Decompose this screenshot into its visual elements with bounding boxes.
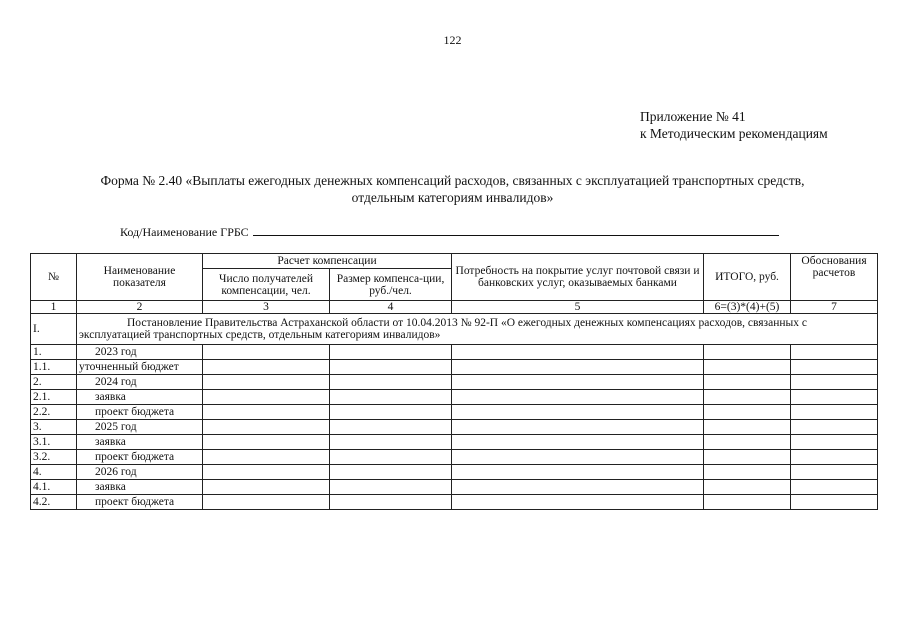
total-cell[interactable] xyxy=(704,420,791,435)
page-number: 122 xyxy=(443,33,462,47)
basis-cell[interactable] xyxy=(791,360,878,375)
need-cell[interactable] xyxy=(452,375,704,390)
need-cell[interactable] xyxy=(452,465,704,480)
row-number: 1. xyxy=(31,345,77,360)
recipients-cell[interactable] xyxy=(203,360,330,375)
appendix-note xyxy=(640,108,828,142)
amount-cell[interactable] xyxy=(330,375,452,390)
header-calc-group: Расчет компенсации xyxy=(203,254,452,269)
row-indicator-name: уточненный бюджет xyxy=(77,360,203,375)
col-number: 6=(3)*(4)+(5) xyxy=(704,301,791,314)
row-indicator-name: 2026 год xyxy=(77,465,203,480)
row-indicator-name: 2023 год xyxy=(77,345,203,360)
basis-cell[interactable] xyxy=(791,450,878,465)
col-number: 2 xyxy=(77,301,203,314)
amount-cell[interactable] xyxy=(330,465,452,480)
row-number: 3. xyxy=(31,420,77,435)
table-row xyxy=(31,435,878,450)
table-row xyxy=(31,345,878,360)
table-row xyxy=(31,405,878,420)
row-number: 1.1. xyxy=(31,360,77,375)
col-number: 7 xyxy=(791,301,878,314)
total-cell[interactable] xyxy=(704,435,791,450)
basis-cell[interactable] xyxy=(791,480,878,495)
recipients-cell[interactable] xyxy=(203,375,330,390)
header-recipients: Число получателей компенсации, чел. xyxy=(203,269,330,301)
row-number: 3.2. xyxy=(31,450,77,465)
row-indicator-name: заявка xyxy=(77,480,203,495)
need-cell[interactable] xyxy=(452,420,704,435)
row-number: 4.2. xyxy=(31,495,77,510)
need-cell[interactable] xyxy=(452,345,704,360)
basis-cell[interactable] xyxy=(791,375,878,390)
header-basis: Обоснования расчетов xyxy=(791,254,878,301)
form-title-line-2: отдельным категориям инвалидов» xyxy=(351,190,554,205)
basis-cell[interactable] xyxy=(791,420,878,435)
table-row xyxy=(31,480,878,495)
amount-cell[interactable] xyxy=(330,480,452,495)
row-indicator-name: 2025 год xyxy=(77,420,203,435)
column-number-row xyxy=(31,301,878,314)
row-number: 2. xyxy=(31,375,77,390)
row-indicator-name: заявка xyxy=(77,435,203,450)
header-total: ИТОГО, руб. xyxy=(704,254,791,301)
table-row xyxy=(31,465,878,480)
total-cell[interactable] xyxy=(704,375,791,390)
need-cell[interactable] xyxy=(452,360,704,375)
form-title-line-1: Форма № 2.40 «Выплаты ежегодных денежных компенсаций расходов, связанных с эксплуатацией транспортных средств, xyxy=(100,173,805,188)
header-amount: Размер компенса-ции, руб./чел. xyxy=(330,269,452,301)
row-indicator-name: проект бюджета xyxy=(77,495,203,510)
section-num: I. xyxy=(31,314,77,345)
recipients-cell[interactable] xyxy=(203,390,330,405)
row-number: 4.1. xyxy=(31,480,77,495)
header-need: Потребность на покрытие услуг почтовой связи и банковских услуг, оказываемых банками xyxy=(452,254,704,301)
need-cell[interactable] xyxy=(452,480,704,495)
amount-cell[interactable] xyxy=(330,360,452,375)
basis-cell[interactable] xyxy=(791,405,878,420)
form-table xyxy=(30,253,878,510)
total-cell[interactable] xyxy=(704,405,791,420)
row-number: 3.1. xyxy=(31,435,77,450)
row-indicator-name: проект бюджета xyxy=(77,405,203,420)
total-cell[interactable] xyxy=(704,495,791,510)
row-indicator-name: заявка xyxy=(77,390,203,405)
need-cell[interactable] xyxy=(452,435,704,450)
need-cell[interactable] xyxy=(452,450,704,465)
section-row xyxy=(31,314,878,345)
table-row xyxy=(31,360,878,375)
col-number: 1 xyxy=(31,301,77,314)
grbs-fill-line[interactable] xyxy=(253,224,779,236)
table-row xyxy=(31,495,878,510)
col-number: 4 xyxy=(330,301,452,314)
table-row xyxy=(31,390,878,405)
recipients-cell[interactable] xyxy=(203,465,330,480)
row-indicator-name: проект бюджета xyxy=(77,450,203,465)
amount-cell[interactable] xyxy=(330,345,452,360)
form-title xyxy=(40,172,865,206)
section-text: Постановление Правительства Астраханской области от 10.04.2013 № 92-П «О ежегодных денежных компенсациях расходов, связанных с эксплуатацией транспортных средств, отдельным категориям инвалидов» xyxy=(77,314,878,345)
row-indicator-name: 2024 год xyxy=(77,375,203,390)
amount-cell[interactable] xyxy=(330,435,452,450)
amount-cell[interactable] xyxy=(330,390,452,405)
col-number: 3 xyxy=(203,301,330,314)
need-cell[interactable] xyxy=(452,405,704,420)
total-cell[interactable] xyxy=(704,390,791,405)
total-cell[interactable] xyxy=(704,450,791,465)
recipients-cell[interactable] xyxy=(203,480,330,495)
need-cell[interactable] xyxy=(452,390,704,405)
appendix-line-2: к Методическим рекомендациям xyxy=(640,126,828,141)
header-num: № xyxy=(31,254,77,301)
amount-cell[interactable] xyxy=(330,495,452,510)
grbs-field xyxy=(120,224,779,240)
col-number: 5 xyxy=(452,301,704,314)
grbs-label: Код/Наименование ГРБС xyxy=(120,225,249,239)
header-name: Наименование показателя xyxy=(77,254,203,301)
recipients-cell[interactable] xyxy=(203,435,330,450)
appendix-line-1: Приложение № 41 xyxy=(640,109,746,124)
amount-cell[interactable] xyxy=(330,405,452,420)
table-row xyxy=(31,420,878,435)
amount-cell[interactable] xyxy=(330,420,452,435)
total-cell[interactable] xyxy=(704,480,791,495)
total-cell[interactable] xyxy=(704,465,791,480)
recipients-cell[interactable] xyxy=(203,450,330,465)
row-number: 2.2. xyxy=(31,405,77,420)
amount-cell[interactable] xyxy=(330,450,452,465)
basis-cell[interactable] xyxy=(791,345,878,360)
table-row xyxy=(31,375,878,390)
header-row-1 xyxy=(31,254,878,269)
recipients-cell[interactable] xyxy=(203,495,330,510)
basis-cell[interactable] xyxy=(791,495,878,510)
table-row xyxy=(31,450,878,465)
total-cell[interactable] xyxy=(704,345,791,360)
basis-cell[interactable] xyxy=(791,465,878,480)
basis-cell[interactable] xyxy=(791,390,878,405)
need-cell[interactable] xyxy=(452,495,704,510)
total-cell[interactable] xyxy=(704,360,791,375)
row-number: 4. xyxy=(31,465,77,480)
basis-cell[interactable] xyxy=(791,435,878,450)
recipients-cell[interactable] xyxy=(203,405,330,420)
recipients-cell[interactable] xyxy=(203,420,330,435)
recipients-cell[interactable] xyxy=(203,345,330,360)
row-number: 2.1. xyxy=(31,390,77,405)
